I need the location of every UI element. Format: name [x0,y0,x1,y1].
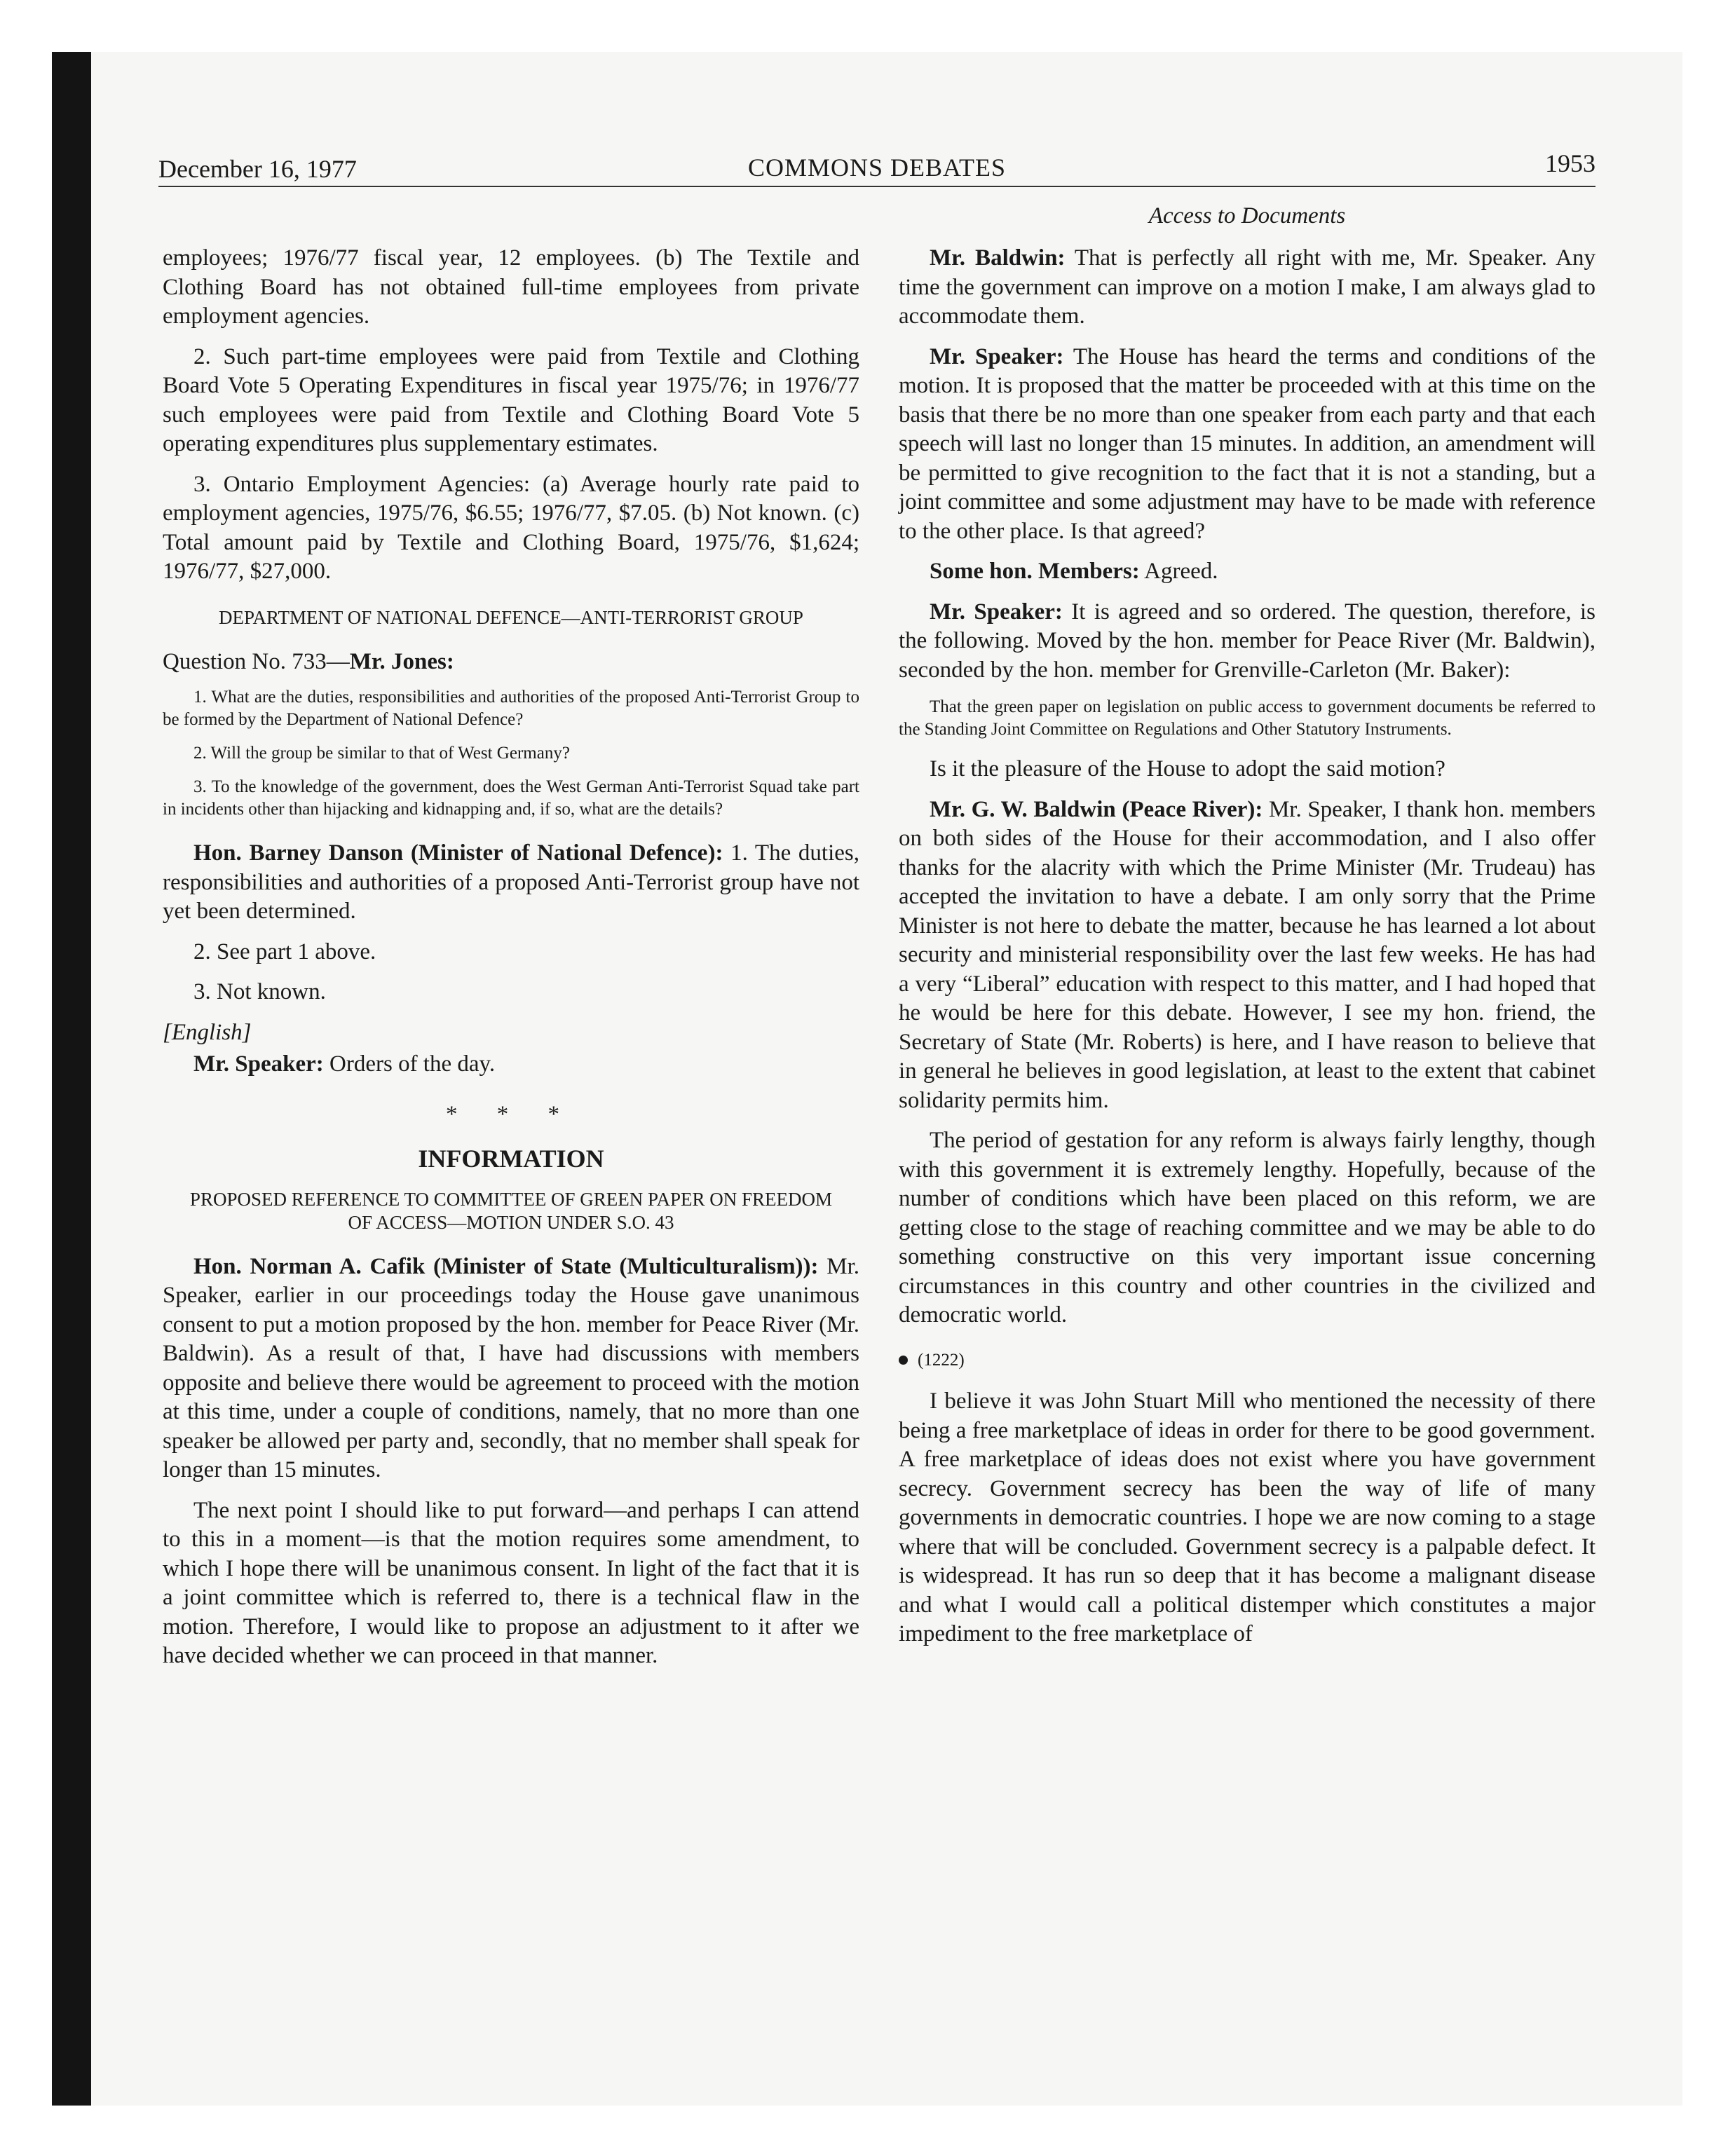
paragraph: I believe it was John Stuart Mill who mentioned the necessity of there being a free marketplace of ideas in order for there to be good government. A free marketplace of ideas does not exist where you have government secrecy. Government secrecy has been the way of life of many governments in democratic countries. I hope we are now coming to a stage where that will be concluded. Government secrecy is a palpable defect. It is widespread. It has run so deep that it has become a malignant disease and what I would call a political distemper which constitutes a major impediment to the free marketplace of [899,1389,1595,1646]
language-marker: [English] [163,1019,252,1045]
scan-edge [52,52,91,2106]
paragraph: Is it the pleasure of the House to adopt the said motion? [930,756,1445,782]
speech [163,1253,859,1485]
header-rule [158,186,1595,187]
question-item: 2. Will the group be similar to that of West Germany? [193,744,570,763]
paragraph: 3. Ontario Employment Agencies: (a) Average hourly rate paid to employment agencies, 1975/76, $6.55; 1976/77, $7.05. (b) Not known. (c) Total amount paid by Textile and Clothing Board, 1975/76, $1,624; 1976/77, $27,000. [163,471,859,584]
section-heading: DEPARTMENT OF NATIONAL DEFENCE—ANTI-TERRORIST GROUP [219,606,803,628]
speech-text: Mr. Speaker, I thank hon. members on both sides of the House for their accommodation, and I also offer thanks for the alacrity with which the Prime Minister (Mr. Trudeau) has accepted the invitation to have a debate. I am only sorry that the Prime Minister is not here to debate the matter, because he has learned a lot about security and ministerial responsibility over the last few weeks. He has had a very “Liberal” education with respect to this matter, and I had hoped that he would be here for this debate. However, I see my hon. friend, the Secretary of State (Mr. Roberts) is here, and I have reason to believe that in general he believes in good legislation, at least to the extent that cabinet solidarity permits him. [899,796,1595,1113]
speech-text: That is perfectly all right with me, Mr. Speaker. Any time the government can improve on a motion I make, I am always glad to accommodate them. [899,245,1596,329]
question-item: 1. What are the duties, responsibilities and authorities of the proposed Anti-Terrorist Group to be formed by the Department of National Defence? [163,688,859,729]
speech-text: Mr. Speaker, earlier in our proceedings today the House gave unanimous consent to put a motion proposed by the hon. member for Peace River (Mr. Baldwin). As a result of that, I have had discussions with members opposite and believe there would be agreement to proceed with the motion at this time, under a couple of conditions, namely, that no more than one speaker be allowed per party and, secondly, that no member shall speak for longer than 15 minutes. [163,1253,859,1482]
motion-text: That the green paper on legislation on public access to government documents be referred to the Standing Joint Committee on Regulations and Other Statutory Instruments. [899,697,1595,739]
speech-text: Agreed. [1139,559,1218,584]
speaker-name: Mr. Baldwin: [930,245,1066,271]
speaker-name: Hon. Norman A. Cafik (Minister of State (Multiculturalism)): [193,1253,819,1279]
speech [899,244,1595,332]
header-title: COMMONS DEBATES [747,153,1007,182]
timecode-text: (1222) [918,1350,965,1370]
paragraph: The next point I should like to put forward—and perhaps I can attend to this in a moment—is that the motion requires some amendment, to which I hope there will be unanimous consent. In light of the fact that it is a joint committee which is referred to, there is a technical flaw in the motion. Therefore, I would like to propose an adjustment to it after we have decided whether we can proceed in that manner. [163,1497,859,1668]
page-header [158,149,1595,191]
header-date: December 16, 1977 [158,155,357,183]
speech [899,598,1595,685]
question-prefix: Question No. 733— [163,648,350,674]
page-number: 1953 [1545,149,1595,177]
speaker-name: Some hon. Members: [930,559,1140,584]
speaker-name: Mr. Speaker: [193,1051,324,1077]
paragraph: employees; 1976/77 fiscal year, 12 employees. (b) The Textile and Clothing Board has not obtained full-time employees from private employment agencies. [163,245,859,329]
timecode [899,1346,1595,1375]
speech [163,1050,859,1079]
paragraph: 2. See part 1 above. [193,939,376,964]
speaker-name: Mr. G. W. Baldwin (Peace River): [930,796,1263,822]
speech [899,343,1595,547]
section-divider: * * * [446,1101,576,1127]
speaker-name: Hon. Barney Danson (Minister of National Defence): [193,840,723,866]
speech-text: 1. The duties, responsibilities and authorities of a proposed Anti-Terrorist group have not yet been determined. [163,840,859,924]
speaker-name: Mr. Speaker: [930,599,1063,625]
question-item: 3. To the knowledge of the government, does the West German Anti-Terrorist Squad take part in incidents other than hijacking and kidnapping and, if so, what are the details? [163,777,859,819]
running-head: Access to Documents [1148,203,1346,228]
motion-heading: PROPOSED REFERENCE TO COMMITTEE OF GREEN PAPER ON FREEDOM OF ACCESS—MOTION UNDER S.O. 43 [189,1188,833,1233]
speech [899,557,1595,587]
speech-text: It is agreed and so ordered. The question, therefore, is the following. Moved by the hon. member for Peace River (Mr. Baldwin), seconded by the hon. member for Grenville-Carleton (Mr. Baker): [899,599,1595,683]
paragraph: 3. Not known. [193,979,326,1004]
paragraph: The period of gestation for any reform is always fairly lengthy, though with this government it is extremely lengthy. Hopefully, because of the number of conditions which have been placed on this reform, we are getting close to the stage of reaching committee and we may be able to do something constructive on this very important issue concerning circumstances in this country and other countries in the civilized and democratic world. [899,1128,1595,1328]
question-member: Mr. Jones: [349,648,454,674]
speech-text: The House has heard the terms and conditions of the motion. It is proposed that the matter be proceeded with at this time on the basis that there be no more than one speaker from each party and that each speech will last no longer than 15 minutes. In addition, an amendment will be permitted to give recognition to the fact that it is not a standing, but a joint committee and some adjustment may have to be made with reference to the other place. Is that agreed? [899,343,1595,544]
bullet-icon [899,1356,908,1365]
speech [163,839,859,927]
section-title: INFORMATION [418,1145,604,1173]
paragraph: 2. Such part-time employees were paid from Textile and Clothing Board Vote 5 Operating Expenditures in fiscal year 1975/76; in 1976/77 such employees were paid from Textile and Clothing Board Vote 5 operating expenditures plus supplementary estimates. [163,343,859,456]
speech-text: Orders of the day. [323,1051,496,1077]
question-line [163,648,859,677]
speaker-name: Mr. Speaker: [930,343,1064,369]
right-column [899,244,1595,1660]
left-column [163,244,859,1682]
speech [899,796,1595,1116]
